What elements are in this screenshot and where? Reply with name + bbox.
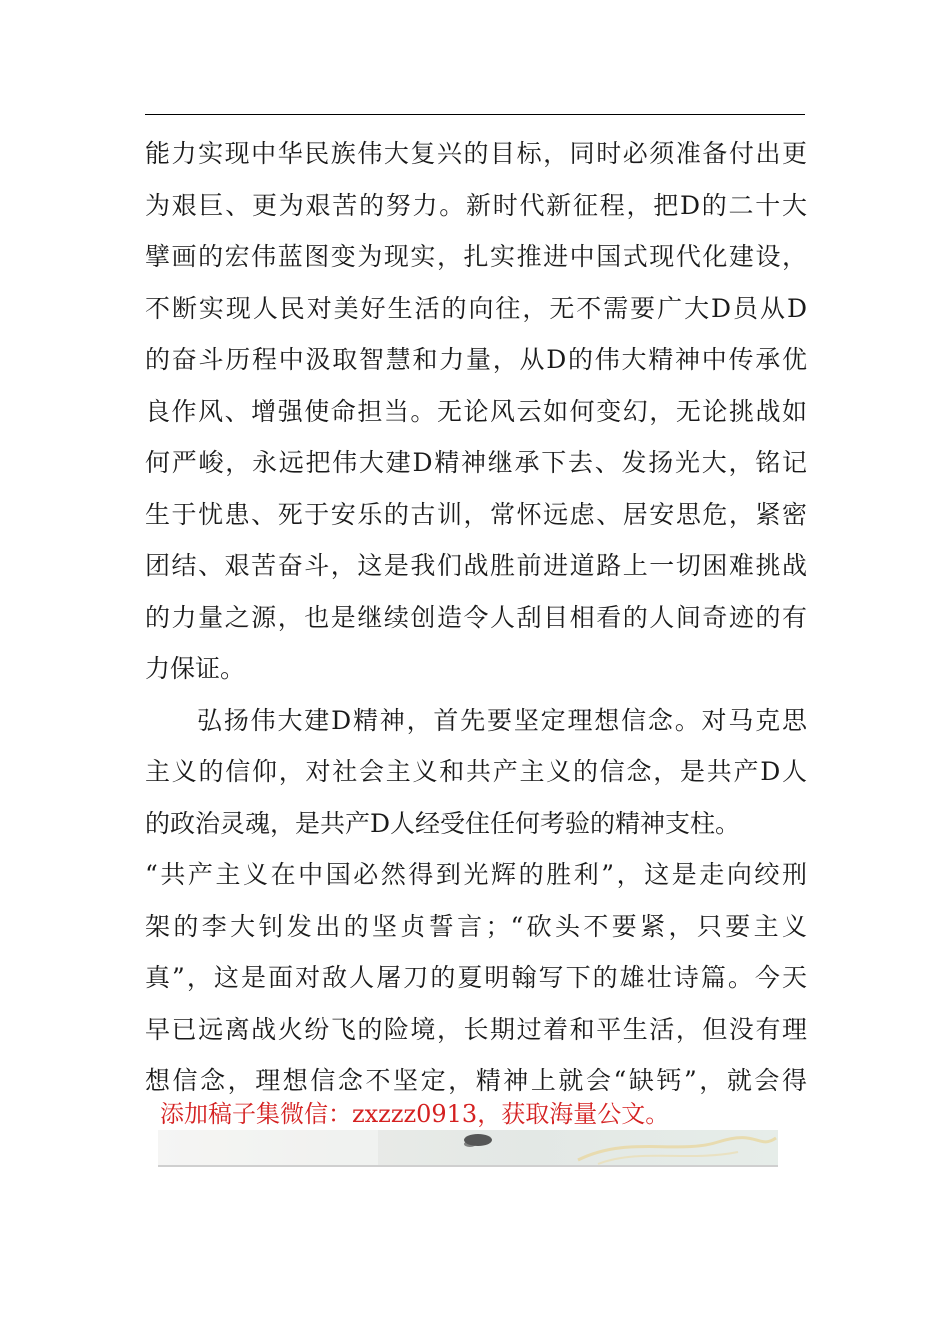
paragraph-line: 弘扬伟大建D精神，首先要坚定理想信念。对马克思 xyxy=(197,705,807,735)
document-body xyxy=(145,128,807,1107)
paragraph-line: 生于忧患、死于安乐的古训，常怀远虑、居安思危，紧密 xyxy=(145,499,807,529)
decorative-banner xyxy=(158,1130,778,1167)
paragraph-line: 为艰巨、更为艰苦的努力。新时代新征程，把D的二十大 xyxy=(145,190,807,220)
paragraph-line: “共产主义在中国必然得到光辉的胜利”，这是走向绞刑 xyxy=(145,860,807,889)
promo-note: 添加稿子集微信：zxzzz0913，获取海量公文。 xyxy=(160,1100,670,1128)
paragraph-line: 团结、艰苦奋斗，这是我们战胜前进道路上一切困难挑战 xyxy=(145,551,807,580)
header-rule xyxy=(145,114,805,115)
paragraph-line: 真”，这是面对敌人屠刀的夏明翰写下的雄壮诗篇。今天 xyxy=(145,963,807,992)
ink-swirl-icon xyxy=(158,1130,778,1165)
paragraph-line: 擘画的宏伟蓝图变为现实，扎实推进中国式现代化建设， xyxy=(145,242,807,271)
paragraph-line: 的力量之源，也是继续创造令人刮目相看的人间奇迹的有 xyxy=(145,602,807,632)
paragraph-line: 的政治灵魂，是共产D人经受住任何考验的精神支柱。 xyxy=(145,808,741,838)
paragraph-line: 不断实现人民对美好生活的向往，无不需要广大D员从D xyxy=(145,293,807,323)
paragraph-line: 何严峻，永远把伟大建D精神继承下去、发扬光大，铭记 xyxy=(145,448,807,477)
paragraph-line: 想信念，理想信念不坚定，精神上就会“缺钙”，就会得 xyxy=(145,1066,807,1095)
paragraph-line: 能力实现中华民族伟大复兴的目标，同时必须准备付出更 xyxy=(145,139,807,168)
paragraph-line: 早已远离战火纷飞的险境，长期过着和平生活，但没有理 xyxy=(145,1014,807,1044)
paragraph-line: 主义的信仰，对社会主义和共产主义的信念，是共产D人 xyxy=(145,757,807,786)
paragraph-line: 的奋斗历程中汲取智慧和力量，从D的伟大精神中传承优 xyxy=(145,345,807,374)
paragraph-line: 良作风、增强使命担当。无论风云如何变幻，无论挑战如 xyxy=(145,396,807,426)
paragraph-line: 力保证。 xyxy=(145,654,246,683)
paragraph-line: 架的李大钊发出的坚贞誓言；“砍头不要紧，只要主义 xyxy=(145,911,807,941)
